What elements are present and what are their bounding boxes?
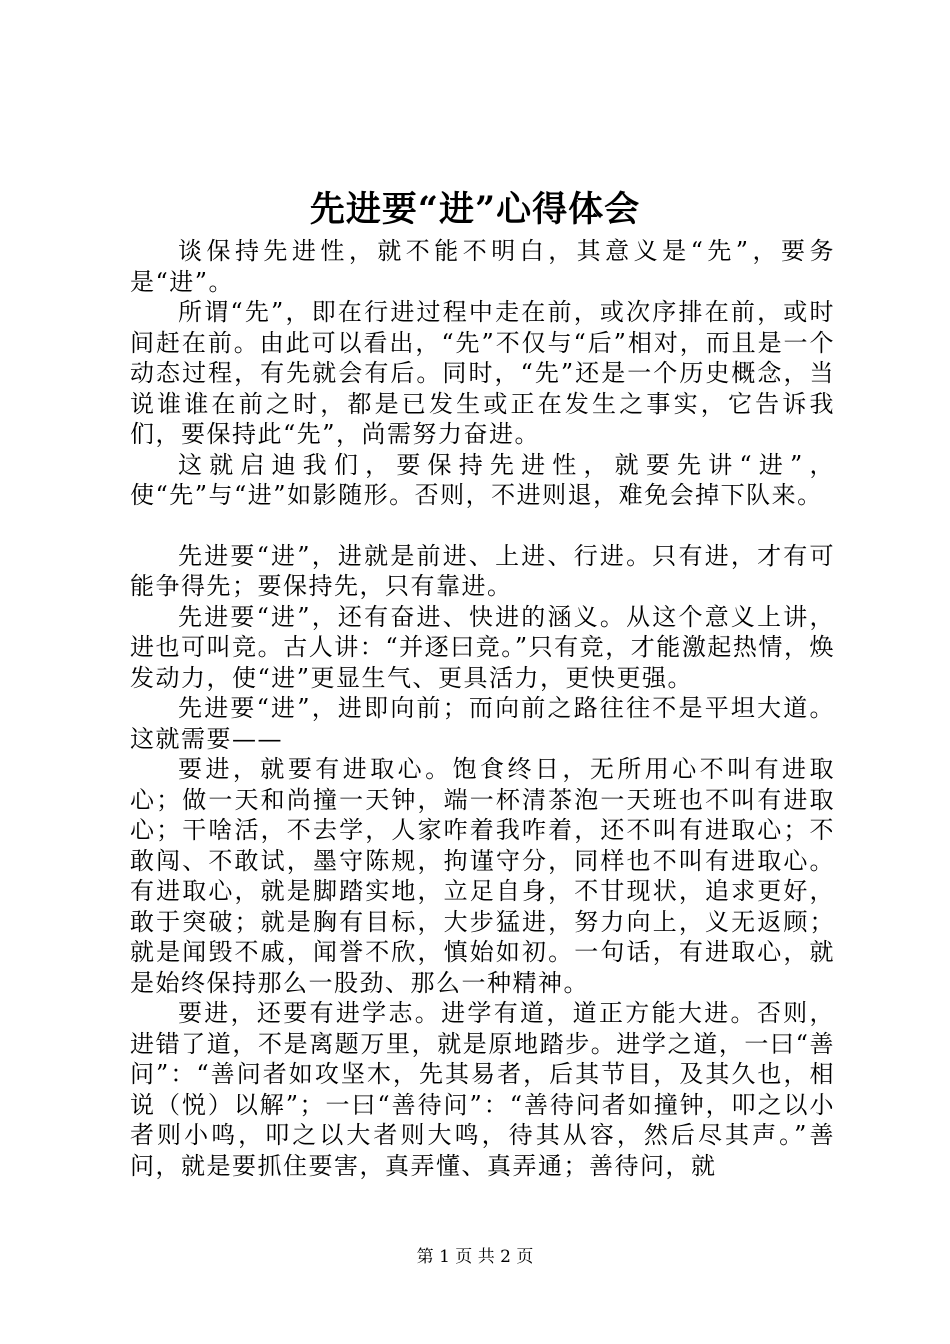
document-title: 先进要“进”心得体会 [309,189,641,230]
paragraph: 谈保持先进性，就不能不明白，其意义是“先”，要务是“进”。 [130,237,835,296]
paragraph: 这就启迪我们，要保持先进性，就要先讲“进”，使“先”与“进”如影随形。否则，不进则退，难免会掉下队来。 [130,450,835,509]
paragraph: 要进，就要有进取心。饱食终日，无所用心不叫有进取心；做一天和尚撞一天钟，端一杯清茶泡一天班也不叫有进取心；干啥活，不去学，人家咋着我咋着，还不叫有进取心；不敢闯、不敢试，墨守陈规，拘谨守分，同样也不叫有进取心。有进取心，就是脚踏实地，立足自身，不甘现状，追求更好，敢于突破；就是胸有目标，大步猛进，努力向上，义无返顾；就是闻毁不戚，闻誉不欣，慎始如初。一句话，有进取心，就是始终保持那么一股劲、那么一种精神。 [130,755,835,997]
paragraph: 先进要“进”，进就是前进、上进、行进。只有进，才有可能争得先；要保持先，只有靠进。 [130,541,835,600]
paragraph: 要进，还要有进学志。进学有道，道正方能大进。否则，进错了道，不是离题万里，就是原地踏步。进学之道，一曰“善问”：“善问者如攻坚木，先其易者，后其节目，及其久也，相说（悦）以解”；一曰“善待问”：“善待问者如撞钟，叩之以小者则小鸣，叩之以大者则大鸣，待其从容，然后尽其声。”善问，就是要抓住要害，真弄懂、真弄通；善待问，就 [130,999,835,1180]
paragraph: 先进要“进”，进即向前；而向前之路往往不是平坦大道。这就需要—— [130,694,835,753]
paragraph: 先进要“进”，还有奋进、快进的涵义。从这个意义上讲，进也可叫竞。古人讲：“并逐曰竞。”只有竞，才能激起热情，焕发动力，使“进”更显生气、更具活力，更快更强。 [130,602,835,692]
document-body [130,236,835,1181]
paragraph: 所谓“先”，即在行进过程中走在前，或次序排在前，或时间赶在前。由此可以看出，“先”不仅与“后”相对，而且是一个动态过程，有先就会有后。同时，“先”还是一个历史概念，当说谁谁在前之时，都是已发生或正在发生之事实，它告诉我们，要保持此“先”，尚需努力奋进。 [130,298,835,448]
page-number-footer: 第 1 页 共 2 页 [416,1247,534,1267]
